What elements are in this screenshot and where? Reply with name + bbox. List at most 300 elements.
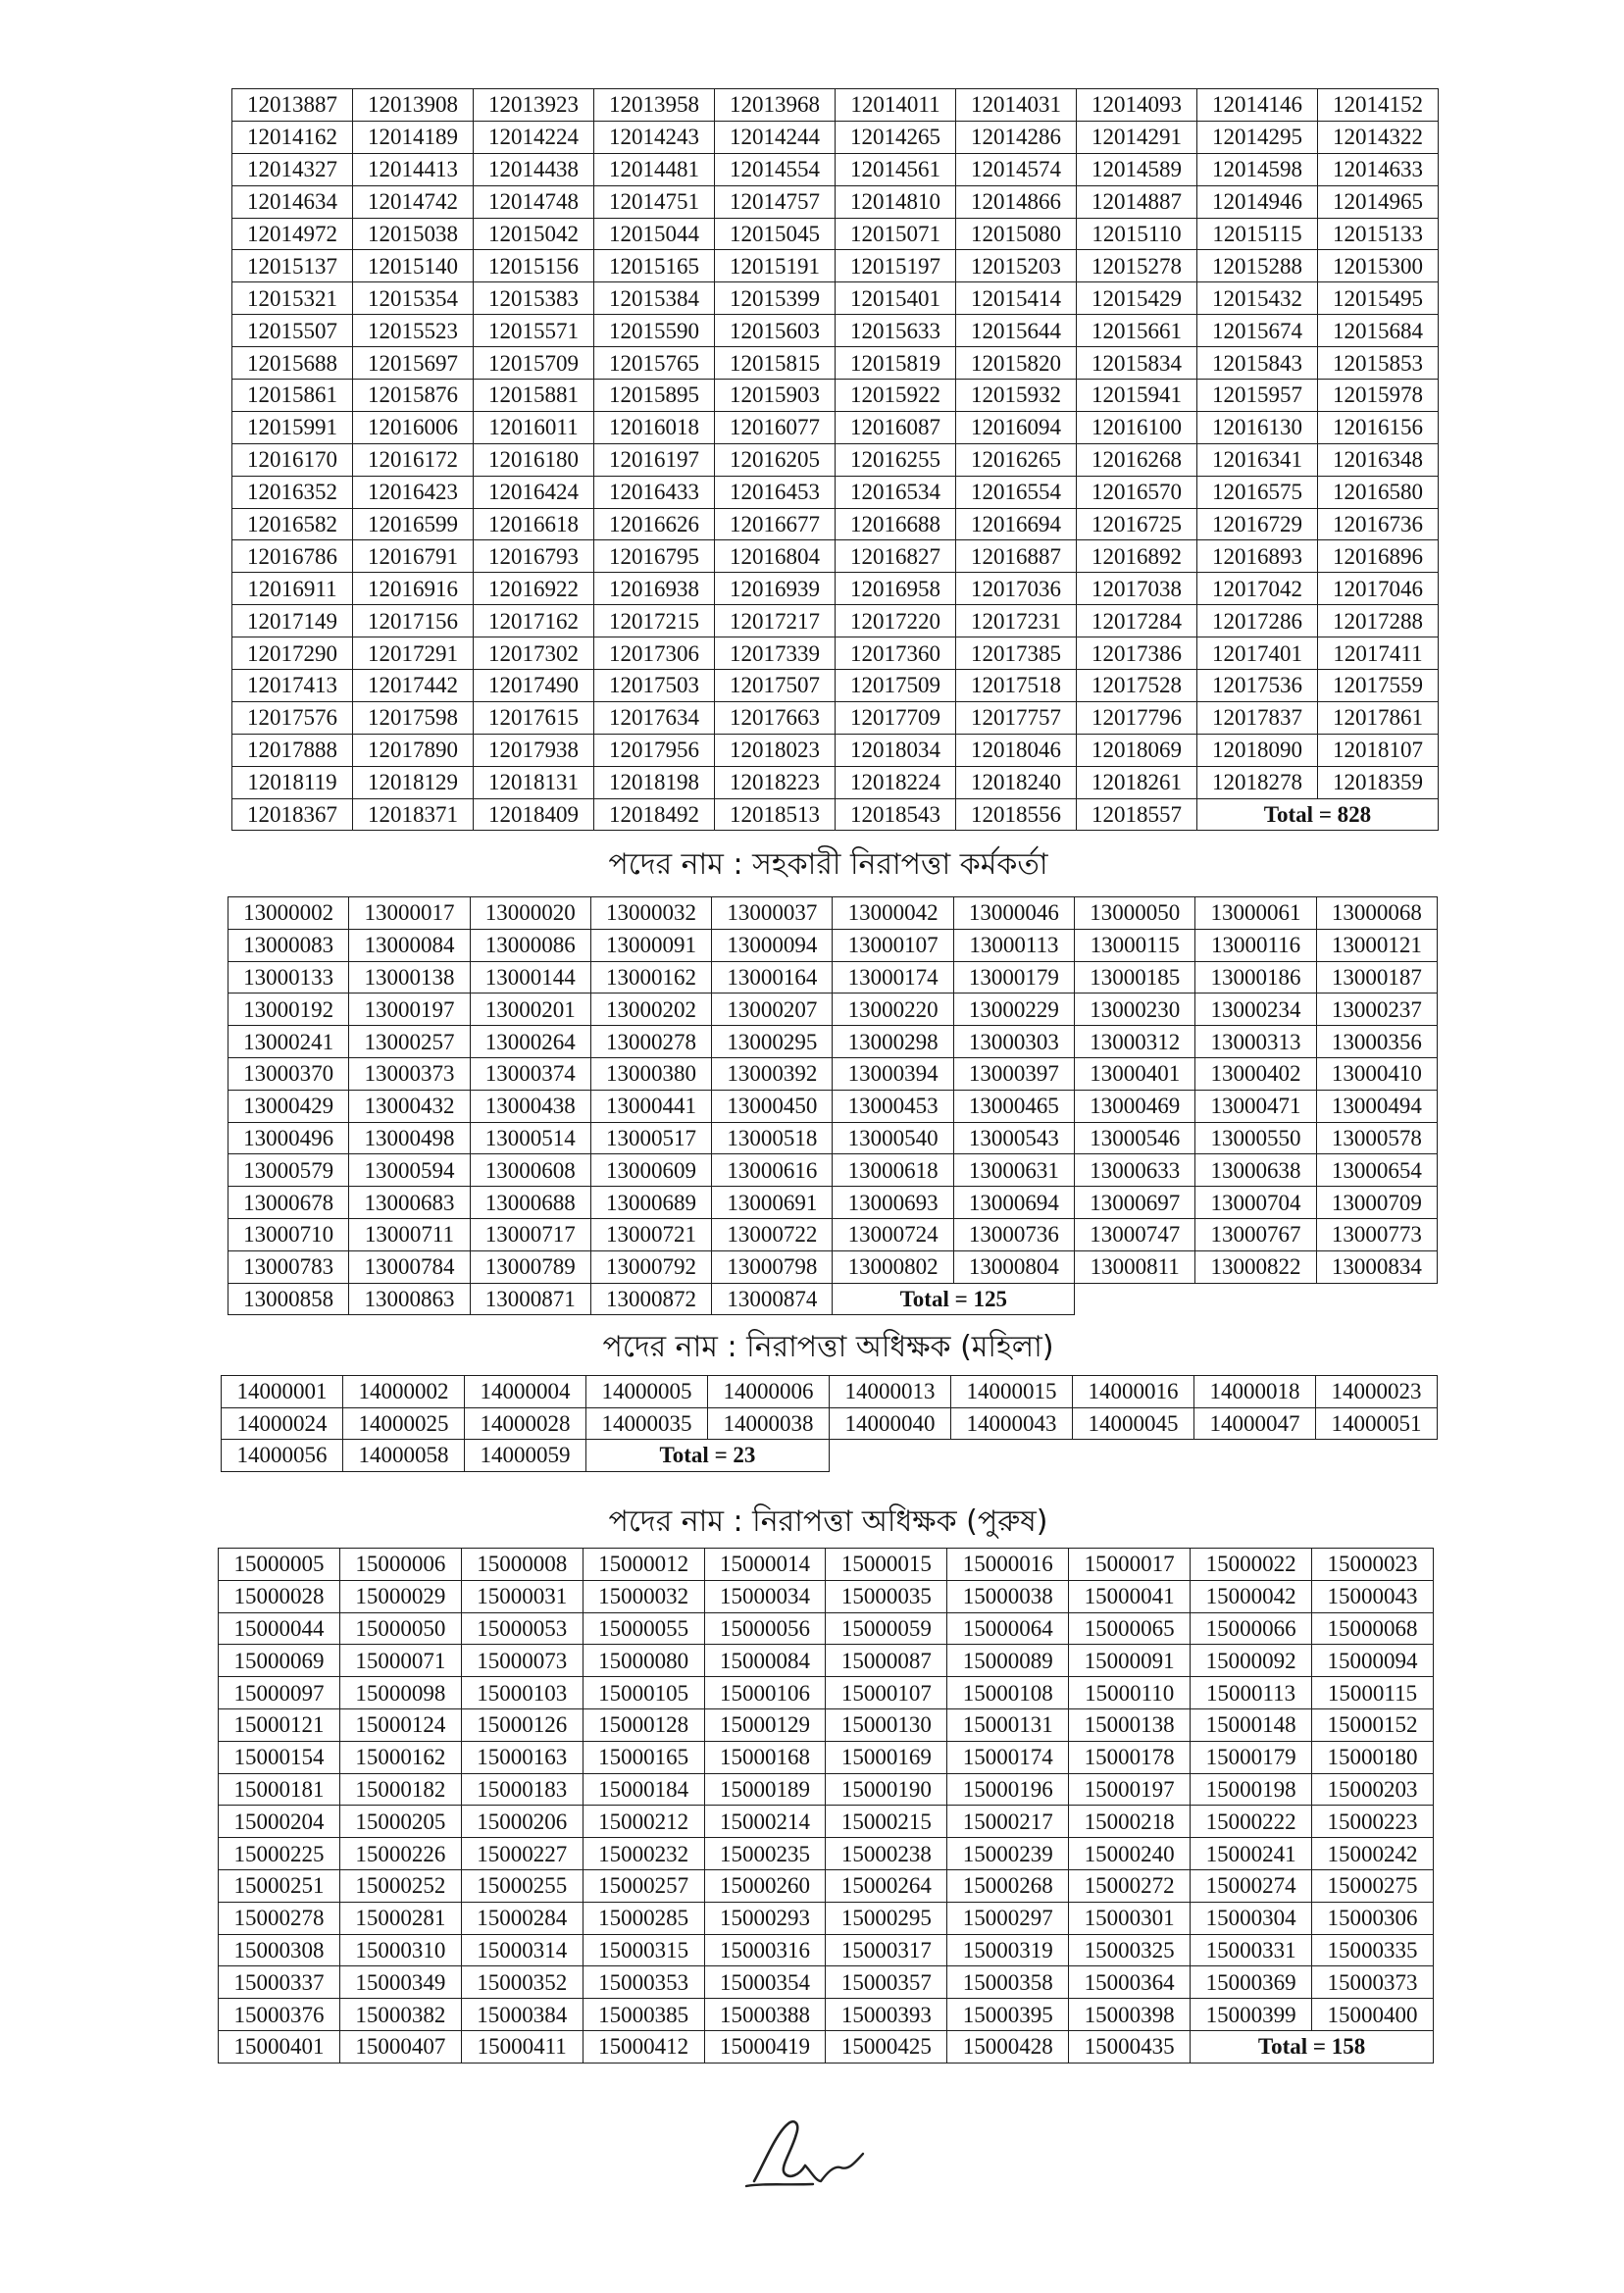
roll-number-cell: 13000303	[953, 1026, 1074, 1058]
roll-number-cell: 15000310	[339, 1934, 461, 1966]
table-row	[219, 1806, 1434, 1838]
roll-number-cell: 12016599	[353, 508, 474, 540]
roll-number-cell: 12016688	[836, 508, 956, 540]
roll-number-cell: 15000304	[1191, 1902, 1312, 1934]
roll-number-cell: 15000278	[219, 1902, 340, 1934]
roll-number-cell: 12016916	[353, 573, 474, 605]
roll-number-cell: 13000450	[712, 1090, 833, 1122]
roll-number-cell: 12015156	[474, 250, 594, 282]
roll-number-cell: 12018240	[956, 766, 1077, 798]
roll-number-cell: 13000380	[590, 1057, 711, 1090]
roll-number-cell: 15000223	[1312, 1806, 1434, 1838]
table-row	[232, 153, 1439, 185]
roll-number-cell: 12016011	[474, 411, 594, 443]
roll-number-cell: 12015384	[594, 282, 715, 315]
roll-number-cell: 13000721	[590, 1218, 711, 1250]
roll-number-cell: 13000113	[953, 929, 1074, 961]
roll-number-cell: 15000205	[339, 1806, 461, 1838]
roll-number-cell: 12017286	[1197, 605, 1318, 637]
roll-number-cell: 12016582	[232, 508, 353, 540]
roll-number-cell: 12013968	[715, 89, 836, 122]
roll-number-cell: 14000058	[343, 1440, 465, 1472]
roll-number-cell: 15000272	[1069, 1869, 1191, 1902]
roll-number-cell: 15000315	[583, 1934, 704, 1966]
roll-number-cell: 12018367	[232, 798, 353, 831]
roll-number-cell: 12018371	[353, 798, 474, 831]
roll-number-cell: 13000694	[953, 1187, 1074, 1219]
roll-number-cell: 15000314	[461, 1934, 583, 1966]
roll-number-cell: 13000394	[833, 1057, 953, 1090]
roll-number-cell: 12017339	[715, 637, 836, 670]
roll-number-cell: 13000264	[470, 1026, 590, 1058]
roll-number-cell: 13000091	[590, 929, 711, 961]
roll-number-cell: 13000496	[228, 1122, 349, 1154]
table-row	[219, 1741, 1434, 1773]
roll-number-cell: 15000184	[583, 1773, 704, 1806]
roll-number-cell: 13000107	[833, 929, 953, 961]
table-row	[228, 929, 1438, 961]
total-cell: Total = 828	[1197, 798, 1439, 831]
roll-number-cell: 13000704	[1195, 1187, 1316, 1219]
roll-number-cell: 15000206	[461, 1806, 583, 1838]
roll-table-security-superintendent-female	[221, 1375, 1438, 1472]
roll-number-cell: 12014438	[474, 153, 594, 185]
roll-number-cell: 12013887	[232, 89, 353, 122]
roll-number-cell: 12014757	[715, 185, 836, 218]
table-row	[219, 1677, 1434, 1709]
roll-number-cell: 15000084	[704, 1645, 826, 1677]
roll-number-cell: 14000047	[1194, 1407, 1316, 1440]
roll-number-cell: 15000225	[219, 1838, 340, 1870]
roll-number-cell: 12016100	[1077, 411, 1197, 443]
table-row	[232, 734, 1439, 766]
roll-number-cell: 15000227	[461, 1838, 583, 1870]
roll-number-cell: 15000121	[219, 1708, 340, 1741]
roll-number-cell: 15000138	[1069, 1708, 1191, 1741]
table-row	[219, 1612, 1434, 1645]
roll-number-cell: 12017757	[956, 701, 1077, 734]
roll-number-cell: 13000710	[228, 1218, 349, 1250]
roll-number-cell: 13000736	[953, 1218, 1074, 1250]
roll-number-cell: 15000169	[826, 1741, 947, 1773]
roll-number-cell: 14000043	[951, 1407, 1073, 1440]
roll-number-cell: 12017503	[594, 670, 715, 702]
roll-number-cell: 15000293	[704, 1902, 826, 1934]
roll-number-cell: 13000162	[590, 961, 711, 994]
roll-number-cell: 12015429	[1077, 282, 1197, 315]
roll-number-cell: 15000398	[1069, 1999, 1191, 2031]
roll-number-cell: 12015684	[1318, 315, 1439, 347]
roll-number-cell: 12017290	[232, 637, 353, 670]
roll-number-cell: 12017231	[956, 605, 1077, 637]
roll-number-cell: 13000202	[590, 994, 711, 1026]
roll-number-cell: 13000747	[1075, 1218, 1195, 1250]
roll-number-cell: 12014554	[715, 153, 836, 185]
roll-number-cell: 12015432	[1197, 282, 1318, 315]
roll-number-cell: 12014946	[1197, 185, 1318, 218]
roll-number-cell: 12017046	[1318, 573, 1439, 605]
roll-number-cell: 13000616	[712, 1154, 833, 1187]
roll-number-cell: 12017663	[715, 701, 836, 734]
roll-number-cell: 15000008	[461, 1549, 583, 1581]
roll-number-cell: 15000091	[1069, 1645, 1191, 1677]
roll-number-cell: 15000097	[219, 1677, 340, 1709]
roll-number-cell: 12017442	[353, 670, 474, 702]
roll-number-cell: 15000105	[583, 1677, 704, 1709]
roll-number-cell: 15000014	[704, 1549, 826, 1581]
roll-number-cell: 12015038	[353, 218, 474, 250]
roll-number-cell: 15000032	[583, 1580, 704, 1612]
roll-number-cell: 13000050	[1075, 897, 1195, 930]
roll-number-cell: 15000110	[1069, 1677, 1191, 1709]
roll-number-cell: 15000080	[583, 1645, 704, 1677]
roll-number-cell: 15000017	[1069, 1549, 1191, 1581]
roll-number-cell: 15000369	[1191, 1966, 1312, 1999]
roll-number-cell: 12015044	[594, 218, 715, 250]
table-row	[219, 1708, 1434, 1741]
roll-number-cell: 12015674	[1197, 315, 1318, 347]
roll-number-cell: 12017036	[956, 573, 1077, 605]
roll-number-cell: 13000804	[953, 1250, 1074, 1283]
roll-number-cell: 13000397	[953, 1057, 1074, 1090]
roll-number-cell: 13000863	[349, 1283, 470, 1315]
roll-number-cell: 12018046	[956, 734, 1077, 766]
roll-number-cell: 13000220	[833, 994, 953, 1026]
roll-number-cell: 15000352	[461, 1966, 583, 1999]
roll-number-cell: 15000035	[826, 1580, 947, 1612]
roll-number-cell: 15000240	[1069, 1838, 1191, 1870]
roll-number-cell: 12016352	[232, 476, 353, 508]
roll-number-cell: 15000337	[219, 1966, 340, 1999]
roll-number-cell: 13000822	[1195, 1250, 1316, 1283]
roll-number-cell: 12016130	[1197, 411, 1318, 443]
roll-number-cell: 12016087	[836, 411, 956, 443]
roll-number-cell: 12017536	[1197, 670, 1318, 702]
roll-number-cell: 12017615	[474, 701, 594, 734]
roll-number-cell: 15000162	[339, 1741, 461, 1773]
table-row	[219, 2030, 1434, 2063]
roll-number-cell: 15000128	[583, 1708, 704, 1741]
roll-number-cell: 12018198	[594, 766, 715, 798]
roll-number-cell: 15000152	[1312, 1708, 1434, 1741]
roll-number-cell: 15000425	[826, 2030, 947, 2063]
roll-number-cell: 15000385	[583, 1999, 704, 2031]
roll-number-cell: 13000229	[953, 994, 1074, 1026]
roll-number-cell: 12014633	[1318, 153, 1439, 185]
roll-number-cell: 15000180	[1312, 1741, 1434, 1773]
roll-number-cell: 14000040	[830, 1407, 951, 1440]
roll-number-cell: 15000044	[219, 1612, 340, 1645]
roll-number-cell: 15000251	[219, 1869, 340, 1902]
roll-number-cell: 15000092	[1191, 1645, 1312, 1677]
roll-number-cell: 13000164	[712, 961, 833, 994]
table-row	[219, 1934, 1434, 1966]
roll-number-cell: 12016939	[715, 573, 836, 605]
roll-number-cell: 15000349	[339, 1966, 461, 1999]
roll-number-cell: 12015820	[956, 347, 1077, 380]
roll-number-cell: 12015688	[232, 347, 353, 380]
roll-number-cell: 13000789	[470, 1250, 590, 1283]
roll-number-cell: 13000594	[349, 1154, 470, 1187]
roll-number-cell: 12017284	[1077, 605, 1197, 637]
roll-number-cell: 13000578	[1316, 1122, 1437, 1154]
roll-number-cell: 14000001	[222, 1376, 343, 1408]
roll-number-cell: 15000029	[339, 1580, 461, 1612]
roll-number-cell: 14000013	[830, 1376, 951, 1408]
roll-number-cell: 13000046	[953, 897, 1074, 930]
roll-number-cell: 15000006	[339, 1549, 461, 1581]
roll-number-cell: 12017888	[232, 734, 353, 766]
roll-number-cell: 13000061	[1195, 897, 1316, 930]
roll-number-cell: 15000031	[461, 1580, 583, 1612]
roll-number-cell: 13000717	[470, 1218, 590, 1250]
roll-number-cell: 12017215	[594, 605, 715, 637]
roll-number-cell: 12015137	[232, 250, 353, 282]
roll-number-cell: 15000055	[583, 1612, 704, 1645]
roll-number-cell: 15000331	[1191, 1934, 1312, 1966]
roll-number-cell: 15000388	[704, 1999, 826, 2031]
roll-number-cell: 12016793	[474, 540, 594, 573]
table-row	[232, 185, 1439, 218]
roll-number-cell: 12015523	[353, 315, 474, 347]
roll-number-cell: 15000087	[826, 1645, 947, 1677]
table-row	[232, 218, 1439, 250]
table-row	[219, 1580, 1434, 1612]
roll-number-cell: 15000064	[947, 1612, 1069, 1645]
table-row	[232, 798, 1439, 831]
roll-number-cell: 15000238	[826, 1838, 947, 1870]
roll-number-cell: 12015383	[474, 282, 594, 315]
roll-number-cell: 15000364	[1069, 1966, 1191, 1999]
roll-number-cell: 15000041	[1069, 1580, 1191, 1612]
roll-number-cell: 13000618	[833, 1154, 953, 1187]
roll-number-cell: 12015991	[232, 411, 353, 443]
roll-number-cell: 12016786	[232, 540, 353, 573]
roll-number-cell: 12016887	[956, 540, 1077, 573]
roll-number-cell: 15000071	[339, 1645, 461, 1677]
roll-number-cell: 15000212	[583, 1806, 704, 1838]
roll-number-cell: 12016626	[594, 508, 715, 540]
roll-number-cell: 15000376	[219, 1999, 340, 2031]
roll-number-cell: 15000252	[339, 1869, 461, 1902]
roll-number-cell: 14000015	[951, 1376, 1073, 1408]
roll-number-cell: 13000773	[1316, 1218, 1437, 1250]
roll-number-cell: 12014265	[836, 121, 956, 153]
roll-number-cell: 12017291	[353, 637, 474, 670]
roll-number-cell: 12017490	[474, 670, 594, 702]
roll-number-cell: 12018492	[594, 798, 715, 831]
roll-number-cell: 15000094	[1312, 1645, 1434, 1677]
table-row	[219, 1838, 1434, 1870]
roll-number-cell: 13000042	[833, 897, 953, 930]
roll-number-cell: 15000115	[1312, 1677, 1434, 1709]
roll-number-cell: 13000086	[470, 929, 590, 961]
roll-number-cell: 13000871	[470, 1283, 590, 1315]
roll-number-cell: 12017042	[1197, 573, 1318, 605]
roll-number-cell: 12015140	[353, 250, 474, 282]
roll-table-assistant-security-officer	[228, 896, 1438, 1315]
roll-number-cell: 12015843	[1197, 347, 1318, 380]
roll-number-cell: 15000428	[947, 2030, 1069, 2063]
roll-number-cell: 13000374	[470, 1057, 590, 1090]
roll-number-cell: 13000020	[470, 897, 590, 930]
roll-number-cell: 15000190	[826, 1773, 947, 1806]
roll-number-cell: 13000138	[349, 961, 470, 994]
roll-number-cell: 13000802	[833, 1250, 953, 1283]
signature	[742, 2116, 870, 2195]
roll-number-cell: 12018131	[474, 766, 594, 798]
roll-number-cell: 12015978	[1318, 380, 1439, 412]
roll-number-cell: 12016170	[232, 443, 353, 476]
roll-number-cell: 13000429	[228, 1090, 349, 1122]
table-row	[232, 508, 1439, 540]
roll-number-cell: 12016265	[956, 443, 1077, 476]
roll-number-cell: 15000373	[1312, 1966, 1434, 1999]
roll-number-cell: 12018069	[1077, 734, 1197, 766]
table-row	[219, 1869, 1434, 1902]
roll-number-cell: 13000471	[1195, 1090, 1316, 1122]
roll-number-cell: 13000688	[470, 1187, 590, 1219]
roll-number-cell: 12015401	[836, 282, 956, 315]
roll-number-cell: 12016197	[594, 443, 715, 476]
roll-number-cell: 12017162	[474, 605, 594, 637]
roll-number-cell: 12016094	[956, 411, 1077, 443]
roll-number-cell: 12016172	[353, 443, 474, 476]
roll-number-cell: 14000004	[465, 1376, 586, 1408]
roll-number-cell: 12014224	[474, 121, 594, 153]
roll-number-cell: 12017598	[353, 701, 474, 734]
roll-number-cell: 13000709	[1316, 1187, 1437, 1219]
roll-number-cell: 12018556	[956, 798, 1077, 831]
roll-number-cell: 12016348	[1318, 443, 1439, 476]
roll-number-cell: 12015045	[715, 218, 836, 250]
roll-number-cell: 14000028	[465, 1407, 586, 1440]
roll-number-cell: 15000068	[1312, 1612, 1434, 1645]
roll-number-cell: 13000017	[349, 897, 470, 930]
roll-number-cell: 12018543	[836, 798, 956, 831]
roll-table-security-superintendent-male	[218, 1548, 1434, 2064]
roll-number-cell: 12015932	[956, 380, 1077, 412]
roll-number-cell: 15000255	[461, 1869, 583, 1902]
roll-number-cell: 13000631	[953, 1154, 1074, 1187]
roll-number-cell: 15000016	[947, 1549, 1069, 1581]
roll-number-cell: 13000608	[470, 1154, 590, 1187]
table-row	[219, 1966, 1434, 1999]
roll-number-cell: 13000237	[1316, 994, 1437, 1026]
roll-number-cell: 13000197	[349, 994, 470, 1026]
roll-number-cell: 13000784	[349, 1250, 470, 1283]
roll-number-cell: 14000051	[1316, 1407, 1438, 1440]
roll-number-cell: 13000037	[712, 897, 833, 930]
roll-number-cell: 15000107	[826, 1677, 947, 1709]
roll-number-cell: 12014965	[1318, 185, 1439, 218]
roll-number-cell: 12017861	[1318, 701, 1439, 734]
roll-number-cell: 13000084	[349, 929, 470, 961]
roll-number-cell: 12018119	[232, 766, 353, 798]
roll-number-cell: 13000179	[953, 961, 1074, 994]
roll-number-cell: 15000073	[461, 1645, 583, 1677]
table-row	[222, 1407, 1438, 1440]
roll-number-cell: 12014146	[1197, 89, 1318, 122]
roll-number-cell: 13000241	[228, 1026, 349, 1058]
roll-number-cell: 15000022	[1191, 1549, 1312, 1581]
roll-number-cell: 15000098	[339, 1677, 461, 1709]
roll-number-cell: 13000767	[1195, 1218, 1316, 1250]
roll-number-cell: 12017938	[474, 734, 594, 766]
roll-number-cell: 12013923	[474, 89, 594, 122]
roll-number-cell: 15000226	[339, 1838, 461, 1870]
roll-number-cell: 15000284	[461, 1902, 583, 1934]
roll-number-cell: 15000382	[339, 1999, 461, 2031]
roll-number-cell: 12014481	[594, 153, 715, 185]
roll-number-cell: 12017413	[232, 670, 353, 702]
roll-number-cell: 12018090	[1197, 734, 1318, 766]
roll-number-cell: 12015661	[1077, 315, 1197, 347]
roll-number-cell: 13000257	[349, 1026, 470, 1058]
roll-number-cell: 12015278	[1077, 250, 1197, 282]
roll-number-cell: 14000025	[343, 1407, 465, 1440]
roll-number-cell: 13000546	[1075, 1122, 1195, 1154]
roll-number-cell: 13000207	[712, 994, 833, 1026]
roll-number-cell: 13000133	[228, 961, 349, 994]
roll-number-cell: 15000197	[1069, 1773, 1191, 1806]
roll-number-cell: 13000678	[228, 1187, 349, 1219]
roll-number-cell: 12014866	[956, 185, 1077, 218]
roll-number-cell: 12017796	[1077, 701, 1197, 734]
roll-number-cell: 12017528	[1077, 670, 1197, 702]
roll-number-cell: 15000215	[826, 1806, 947, 1838]
roll-number-cell: 14000023	[1316, 1376, 1438, 1408]
roll-number-cell: 12017411	[1318, 637, 1439, 670]
roll-number-cell: 15000131	[947, 1708, 1069, 1741]
roll-number-cell: 15000106	[704, 1677, 826, 1709]
roll-number-cell: 12016725	[1077, 508, 1197, 540]
roll-number-cell: 12015957	[1197, 380, 1318, 412]
roll-number-cell: 13000068	[1316, 897, 1437, 930]
roll-number-cell: 12017288	[1318, 605, 1439, 637]
roll-number-cell: 13000453	[833, 1090, 953, 1122]
roll-number-cell: 15000407	[339, 2030, 461, 2063]
roll-number-cell: 13000230	[1075, 994, 1195, 1026]
roll-number-cell: 15000113	[1191, 1677, 1312, 1709]
roll-number-cell: 13000432	[349, 1090, 470, 1122]
roll-number-cell: 12014243	[594, 121, 715, 153]
roll-number-cell: 15000181	[219, 1773, 340, 1806]
roll-number-cell: 12016156	[1318, 411, 1439, 443]
table-row	[228, 994, 1438, 1026]
roll-number-cell: 12014742	[353, 185, 474, 218]
table-row	[228, 1283, 1438, 1315]
roll-number-cell: 12017385	[956, 637, 1077, 670]
roll-number-cell: 15000301	[1069, 1902, 1191, 1934]
roll-number-cell: 12015133	[1318, 218, 1439, 250]
roll-number-cell: 13000514	[470, 1122, 590, 1154]
roll-number-cell: 15000012	[583, 1549, 704, 1581]
roll-number-cell: 12014561	[836, 153, 956, 185]
roll-number-cell: 13000691	[712, 1187, 833, 1219]
table-row	[232, 380, 1439, 412]
roll-number-cell: 14000056	[222, 1440, 343, 1472]
roll-number-cell: 12016554	[956, 476, 1077, 508]
table-row	[228, 1187, 1438, 1219]
roll-number-cell: 15000089	[947, 1645, 1069, 1677]
roll-number-cell: 12014152	[1318, 89, 1439, 122]
roll-number-cell: 12014093	[1077, 89, 1197, 122]
roll-number-cell: 13000518	[712, 1122, 833, 1154]
roll-number-cell: 13000144	[470, 961, 590, 994]
roll-number-cell: 12013908	[353, 89, 474, 122]
roll-number-cell: 13000494	[1316, 1090, 1437, 1122]
